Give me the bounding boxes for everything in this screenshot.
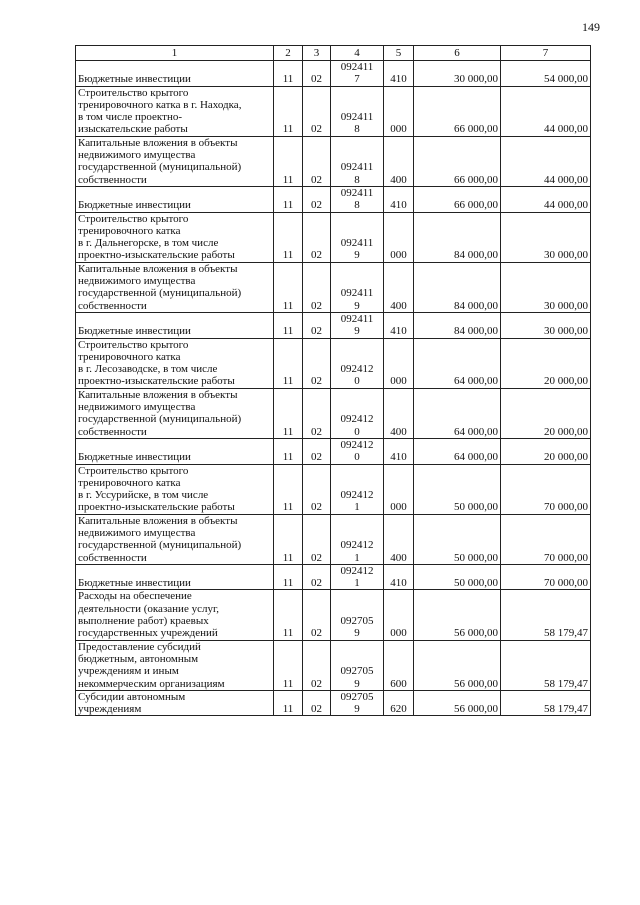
target-article-code: 092412 1 xyxy=(331,464,384,514)
expense-type-code: 410 xyxy=(384,438,414,464)
expense-type-code: 620 xyxy=(384,690,414,716)
row-name-text: Бюджетные инвестиции xyxy=(78,199,191,212)
amount-year-2: 44 000,00 xyxy=(501,186,591,212)
column-header: 2 xyxy=(274,46,303,61)
row-name-text: Капитальные вложения в объекты недвижимого имущества государственной (муниципальной) собственности xyxy=(78,136,242,186)
amount-year-1: 30 000,00 xyxy=(414,61,501,87)
table-row xyxy=(76,212,591,262)
section-code: 11 xyxy=(274,312,303,338)
section-code: 11 xyxy=(274,388,303,438)
expense-type-code: 410 xyxy=(384,186,414,212)
row-name-text: Бюджетные инвестиции xyxy=(78,451,191,464)
subsection-code: 02 xyxy=(303,338,331,388)
row-name xyxy=(76,61,274,87)
row-name-text: Бюджетные инвестиции xyxy=(78,577,191,590)
subsection-code: 02 xyxy=(303,640,331,690)
table-row xyxy=(76,136,591,186)
table-row xyxy=(76,640,591,690)
row-name xyxy=(76,690,274,716)
expense-type-code: 410 xyxy=(384,312,414,338)
section-code: 11 xyxy=(274,186,303,212)
target-article-code: 092411 8 xyxy=(331,86,384,136)
amount-year-2: 70 000,00 xyxy=(501,514,591,564)
amount-year-1: 50 000,00 xyxy=(414,564,501,590)
target-article-code: 092412 1 xyxy=(331,564,384,590)
section-code: 11 xyxy=(274,212,303,262)
table-row xyxy=(76,61,591,87)
amount-year-1: 50 000,00 xyxy=(414,514,501,564)
amount-year-2: 54 000,00 xyxy=(501,61,591,87)
expense-type-code: 410 xyxy=(384,564,414,590)
amount-year-2: 30 000,00 xyxy=(501,212,591,262)
column-header: 1 xyxy=(76,46,274,61)
table-row xyxy=(76,464,591,514)
row-name-text: Капитальные вложения в объекты недвижимого имущества государственной (муниципальной) собственности xyxy=(78,514,242,564)
expense-type-code: 000 xyxy=(384,86,414,136)
row-name xyxy=(76,186,274,212)
amount-year-1: 84 000,00 xyxy=(414,212,501,262)
table-row xyxy=(76,514,591,564)
amount-year-2: 44 000,00 xyxy=(501,86,591,136)
expense-type-code: 410 xyxy=(384,61,414,87)
table-row xyxy=(76,312,591,338)
row-name-text: Бюджетные инвестиции xyxy=(78,325,191,338)
table-row xyxy=(76,590,591,640)
expense-type-code: 400 xyxy=(384,514,414,564)
row-name-text: Строительство крытого тренировочного катка в г. Дальнегорске, в том числе проектно-изыскательские работы xyxy=(78,212,235,262)
table-row xyxy=(76,388,591,438)
section-code: 11 xyxy=(274,262,303,312)
table-row xyxy=(76,338,591,388)
amount-year-2: 58 179,47 xyxy=(501,690,591,716)
column-header: 4 xyxy=(331,46,384,61)
row-name-text: Строительство крытого тренировочного катка в г. Лесозаводске, в том числе проектно-изыскательские работы xyxy=(78,338,235,388)
amount-year-2: 44 000,00 xyxy=(501,136,591,186)
expense-type-code: 400 xyxy=(384,262,414,312)
target-article-code: 092412 1 xyxy=(331,514,384,564)
row-name xyxy=(76,212,274,262)
row-name xyxy=(76,640,274,690)
amount-year-1: 84 000,00 xyxy=(414,312,501,338)
target-article-code: 092705 9 xyxy=(331,690,384,716)
amount-year-2: 30 000,00 xyxy=(501,262,591,312)
amount-year-1: 56 000,00 xyxy=(414,640,501,690)
section-code: 11 xyxy=(274,338,303,388)
expense-type-code: 400 xyxy=(384,136,414,186)
section-code: 11 xyxy=(274,640,303,690)
subsection-code: 02 xyxy=(303,438,331,464)
section-code: 11 xyxy=(274,61,303,87)
section-code: 11 xyxy=(274,564,303,590)
amount-year-1: 66 000,00 xyxy=(414,86,501,136)
table-row xyxy=(76,438,591,464)
column-header: 5 xyxy=(384,46,414,61)
row-name-text: Строительство крытого тренировочного катка в г. Находка, в том числе проектно- изыскательские работы xyxy=(78,86,242,136)
row-name-text: Субсидии автономным учреждениям xyxy=(78,690,186,716)
amount-year-2: 30 000,00 xyxy=(501,312,591,338)
target-article-code: 092412 0 xyxy=(331,338,384,388)
row-name xyxy=(76,514,274,564)
expense-type-code: 600 xyxy=(384,640,414,690)
amount-year-1: 84 000,00 xyxy=(414,262,501,312)
row-name xyxy=(76,136,274,186)
table-row xyxy=(76,262,591,312)
amount-year-2: 20 000,00 xyxy=(501,438,591,464)
amount-year-2: 70 000,00 xyxy=(501,464,591,514)
row-name-text: Расходы на обеспечение деятельности (оказание услуг, выполнение работ) краевых государственных учреждений xyxy=(78,590,219,640)
target-article-code: 092705 9 xyxy=(331,590,384,640)
amount-year-1: 66 000,00 xyxy=(414,136,501,186)
subsection-code: 02 xyxy=(303,690,331,716)
row-name-text: Капитальные вложения в объекты недвижимого имущества государственной (муниципальной) собственности xyxy=(78,262,242,312)
expense-type-code: 000 xyxy=(384,464,414,514)
subsection-code: 02 xyxy=(303,590,331,640)
amount-year-1: 64 000,00 xyxy=(414,438,501,464)
subsection-code: 02 xyxy=(303,136,331,186)
row-name xyxy=(76,564,274,590)
table-row xyxy=(76,186,591,212)
section-code: 11 xyxy=(274,86,303,136)
row-name xyxy=(76,464,274,514)
amount-year-2: 58 179,47 xyxy=(501,590,591,640)
target-article-code: 092412 0 xyxy=(331,388,384,438)
row-name-text: Строительство крытого тренировочного катка в г. Уссурийске, в том числе проектно-изыскательские работы xyxy=(78,464,235,514)
subsection-code: 02 xyxy=(303,564,331,590)
row-name xyxy=(76,86,274,136)
column-header: 7 xyxy=(501,46,591,61)
target-article-code: 092411 9 xyxy=(331,262,384,312)
expense-type-code: 000 xyxy=(384,212,414,262)
amount-year-2: 20 000,00 xyxy=(501,338,591,388)
target-article-code: 092411 8 xyxy=(331,136,384,186)
subsection-code: 02 xyxy=(303,61,331,87)
column-number-row xyxy=(76,46,591,61)
row-name xyxy=(76,438,274,464)
subsection-code: 02 xyxy=(303,86,331,136)
subsection-code: 02 xyxy=(303,514,331,564)
amount-year-1: 64 000,00 xyxy=(414,388,501,438)
row-name xyxy=(76,338,274,388)
amount-year-1: 64 000,00 xyxy=(414,338,501,388)
section-code: 11 xyxy=(274,514,303,564)
row-name xyxy=(76,312,274,338)
column-header: 3 xyxy=(303,46,331,61)
subsection-code: 02 xyxy=(303,388,331,438)
budget-table xyxy=(75,45,591,716)
section-code: 11 xyxy=(274,690,303,716)
section-code: 11 xyxy=(274,136,303,186)
table-row xyxy=(76,86,591,136)
row-name-text: Бюджетные инвестиции xyxy=(78,73,191,86)
subsection-code: 02 xyxy=(303,186,331,212)
target-article-code: 092411 9 xyxy=(331,212,384,262)
target-article-code: 092411 8 xyxy=(331,186,384,212)
subsection-code: 02 xyxy=(303,464,331,514)
amount-year-1: 66 000,00 xyxy=(414,186,501,212)
target-article-code: 092411 7 xyxy=(331,61,384,87)
row-name-text: Предоставление субсидий бюджетным, автономным учреждениям и иным некоммерческим организациям xyxy=(78,640,225,690)
section-code: 11 xyxy=(274,464,303,514)
target-article-code: 092412 0 xyxy=(331,438,384,464)
expense-type-code: 400 xyxy=(384,388,414,438)
row-name-text: Капитальные вложения в объекты недвижимого имущества государственной (муниципальной) собственности xyxy=(78,388,242,438)
subsection-code: 02 xyxy=(303,312,331,338)
table-row xyxy=(76,564,591,590)
row-name xyxy=(76,388,274,438)
target-article-code: 092411 9 xyxy=(331,312,384,338)
amount-year-2: 70 000,00 xyxy=(501,564,591,590)
amount-year-2: 20 000,00 xyxy=(501,388,591,438)
target-article-code: 092705 9 xyxy=(331,640,384,690)
row-name xyxy=(76,262,274,312)
subsection-code: 02 xyxy=(303,262,331,312)
page-number: 149 xyxy=(582,20,600,34)
section-code: 11 xyxy=(274,438,303,464)
column-header: 6 xyxy=(414,46,501,61)
section-code: 11 xyxy=(274,590,303,640)
row-name xyxy=(76,590,274,640)
amount-year-2: 58 179,47 xyxy=(501,640,591,690)
expense-type-code: 000 xyxy=(384,338,414,388)
amount-year-1: 56 000,00 xyxy=(414,690,501,716)
expense-type-code: 000 xyxy=(384,590,414,640)
amount-year-1: 50 000,00 xyxy=(414,464,501,514)
subsection-code: 02 xyxy=(303,212,331,262)
table-row xyxy=(76,690,591,716)
amount-year-1: 56 000,00 xyxy=(414,590,501,640)
